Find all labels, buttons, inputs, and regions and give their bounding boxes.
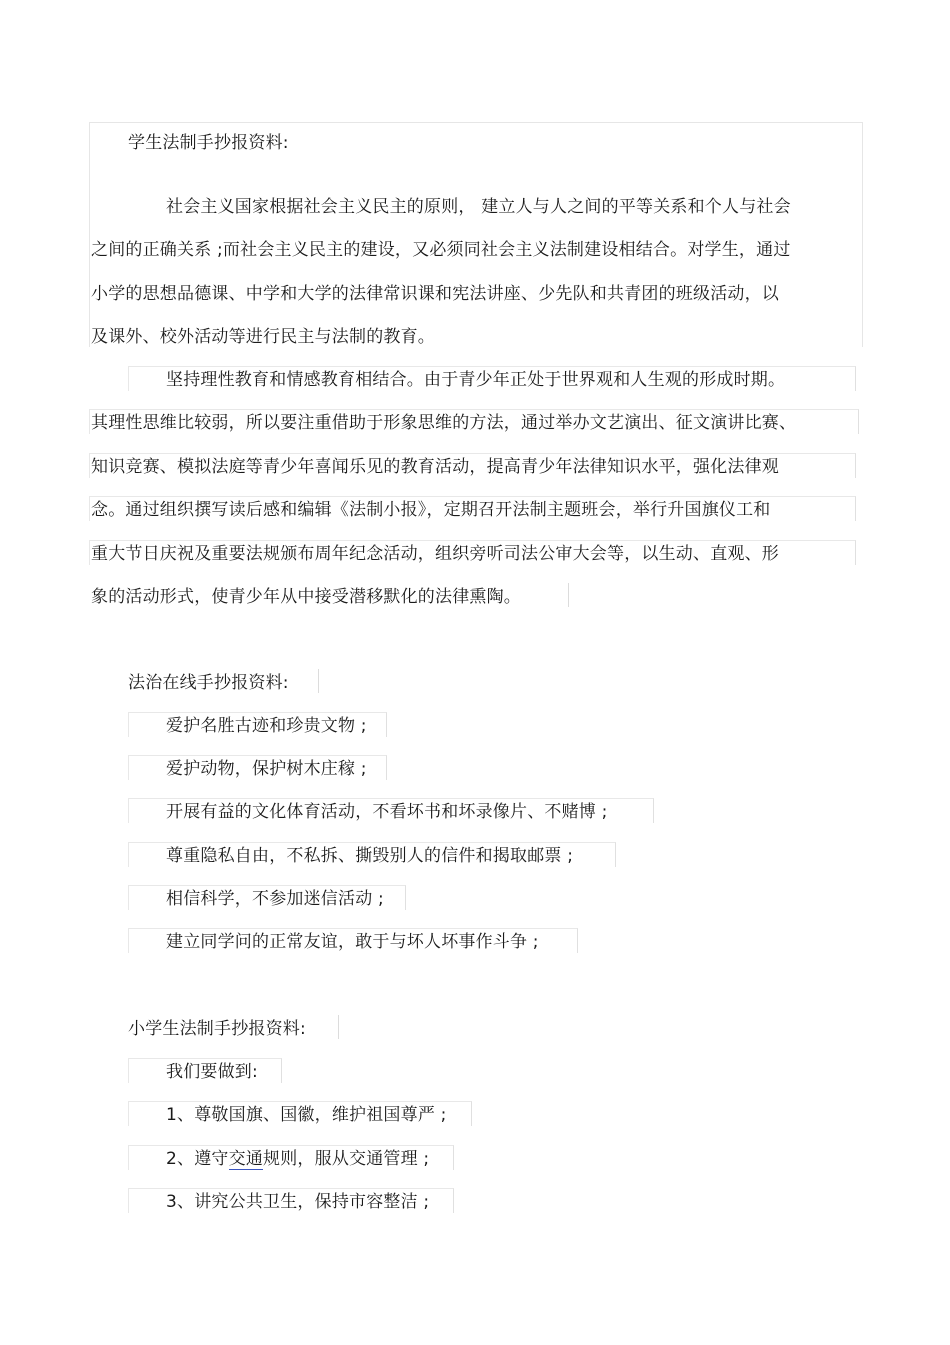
list-item: 爱护名胜古迹和珍贵文物 ;	[166, 716, 367, 736]
subtitle: 我们要做到:	[166, 1062, 258, 1082]
paragraph-line: 坚持理性教育和情感教育相结合。由于青少年正处于世界观和人生观的形成时期。	[166, 370, 786, 390]
paragraph-line: 念。通过组织撰写读后感和编辑《法制小报》，定期召开法制主题班会，举行升国旗仪工和	[91, 500, 771, 520]
traffic-link[interactable]: 交通	[228, 1149, 264, 1169]
list-item-text: 2、遵守	[166, 1149, 229, 1169]
paragraph-line: 之间的正确关系 ;而社会主义民主的建设，又必须同社会主义法制建设相结合。对学生，通过	[91, 240, 791, 260]
list-item: 开展有益的文化体育活动，不看坏书和坏录像片、不赌博 ;	[166, 802, 608, 822]
section-frame	[89, 122, 863, 347]
list-item: 相信科学，不参加迷信活动 ;	[166, 889, 384, 909]
paragraph-line: 小学的思想品德课、中学和大学的法律常识课和宪法讲座、少先队和共青团的班级活动，以	[91, 284, 779, 304]
paragraph-line: 知识竞赛、模拟法庭等青少年喜闻乐见的教育活动，提高青少年法律知识水平，强化法律观	[91, 457, 779, 477]
paragraph-line: 重大节日庆祝及重要法规颁布周年纪念活动，组织旁听司法公审大会等，以生动、直观、形	[91, 544, 779, 564]
list-item: 3、讲究公共卫生，保持市容整洁 ;	[166, 1192, 430, 1212]
list-item	[166, 1148, 429, 1170]
paragraph-line: 其理性思维比较弱，所以要注重借助于形象思维的方法，通过举办文艺演出、征文演讲比赛、	[91, 413, 797, 433]
line-divider	[318, 669, 319, 693]
line-divider	[338, 1015, 339, 1039]
section-title: 小学生法制手抄报资料:	[128, 1019, 306, 1039]
list-item-text: 规则，服从交通管理 ;	[263, 1149, 430, 1169]
list-item: 1、尊敬国旗、国徽，维护祖国尊严 ;	[166, 1105, 447, 1125]
paragraph-line: 象的活动形式，使青少年从中接受潜移默化的法律熏陶。	[91, 587, 521, 607]
list-item: 建立同学问的正常友谊，敢于与坏人坏事作斗争 ;	[166, 932, 539, 952]
paragraph-line: 社会主义国家根据社会主义民主的原则， 建立人与人之间的平等关系和个人与社会	[166, 197, 791, 217]
paragraph-line: 及课外、校外活动等进行民主与法制的教育。	[91, 327, 435, 347]
list-item: 爱护动物，保护树木庄稼 ;	[166, 759, 367, 779]
list-item: 尊重隐私自由，不私拆、撕毁别人的信件和揭取邮票 ;	[166, 846, 574, 866]
section-title: 法治在线手抄报资料:	[128, 673, 289, 693]
section-title: 学生法制手抄报资料:	[128, 133, 289, 153]
line-divider	[568, 583, 569, 607]
